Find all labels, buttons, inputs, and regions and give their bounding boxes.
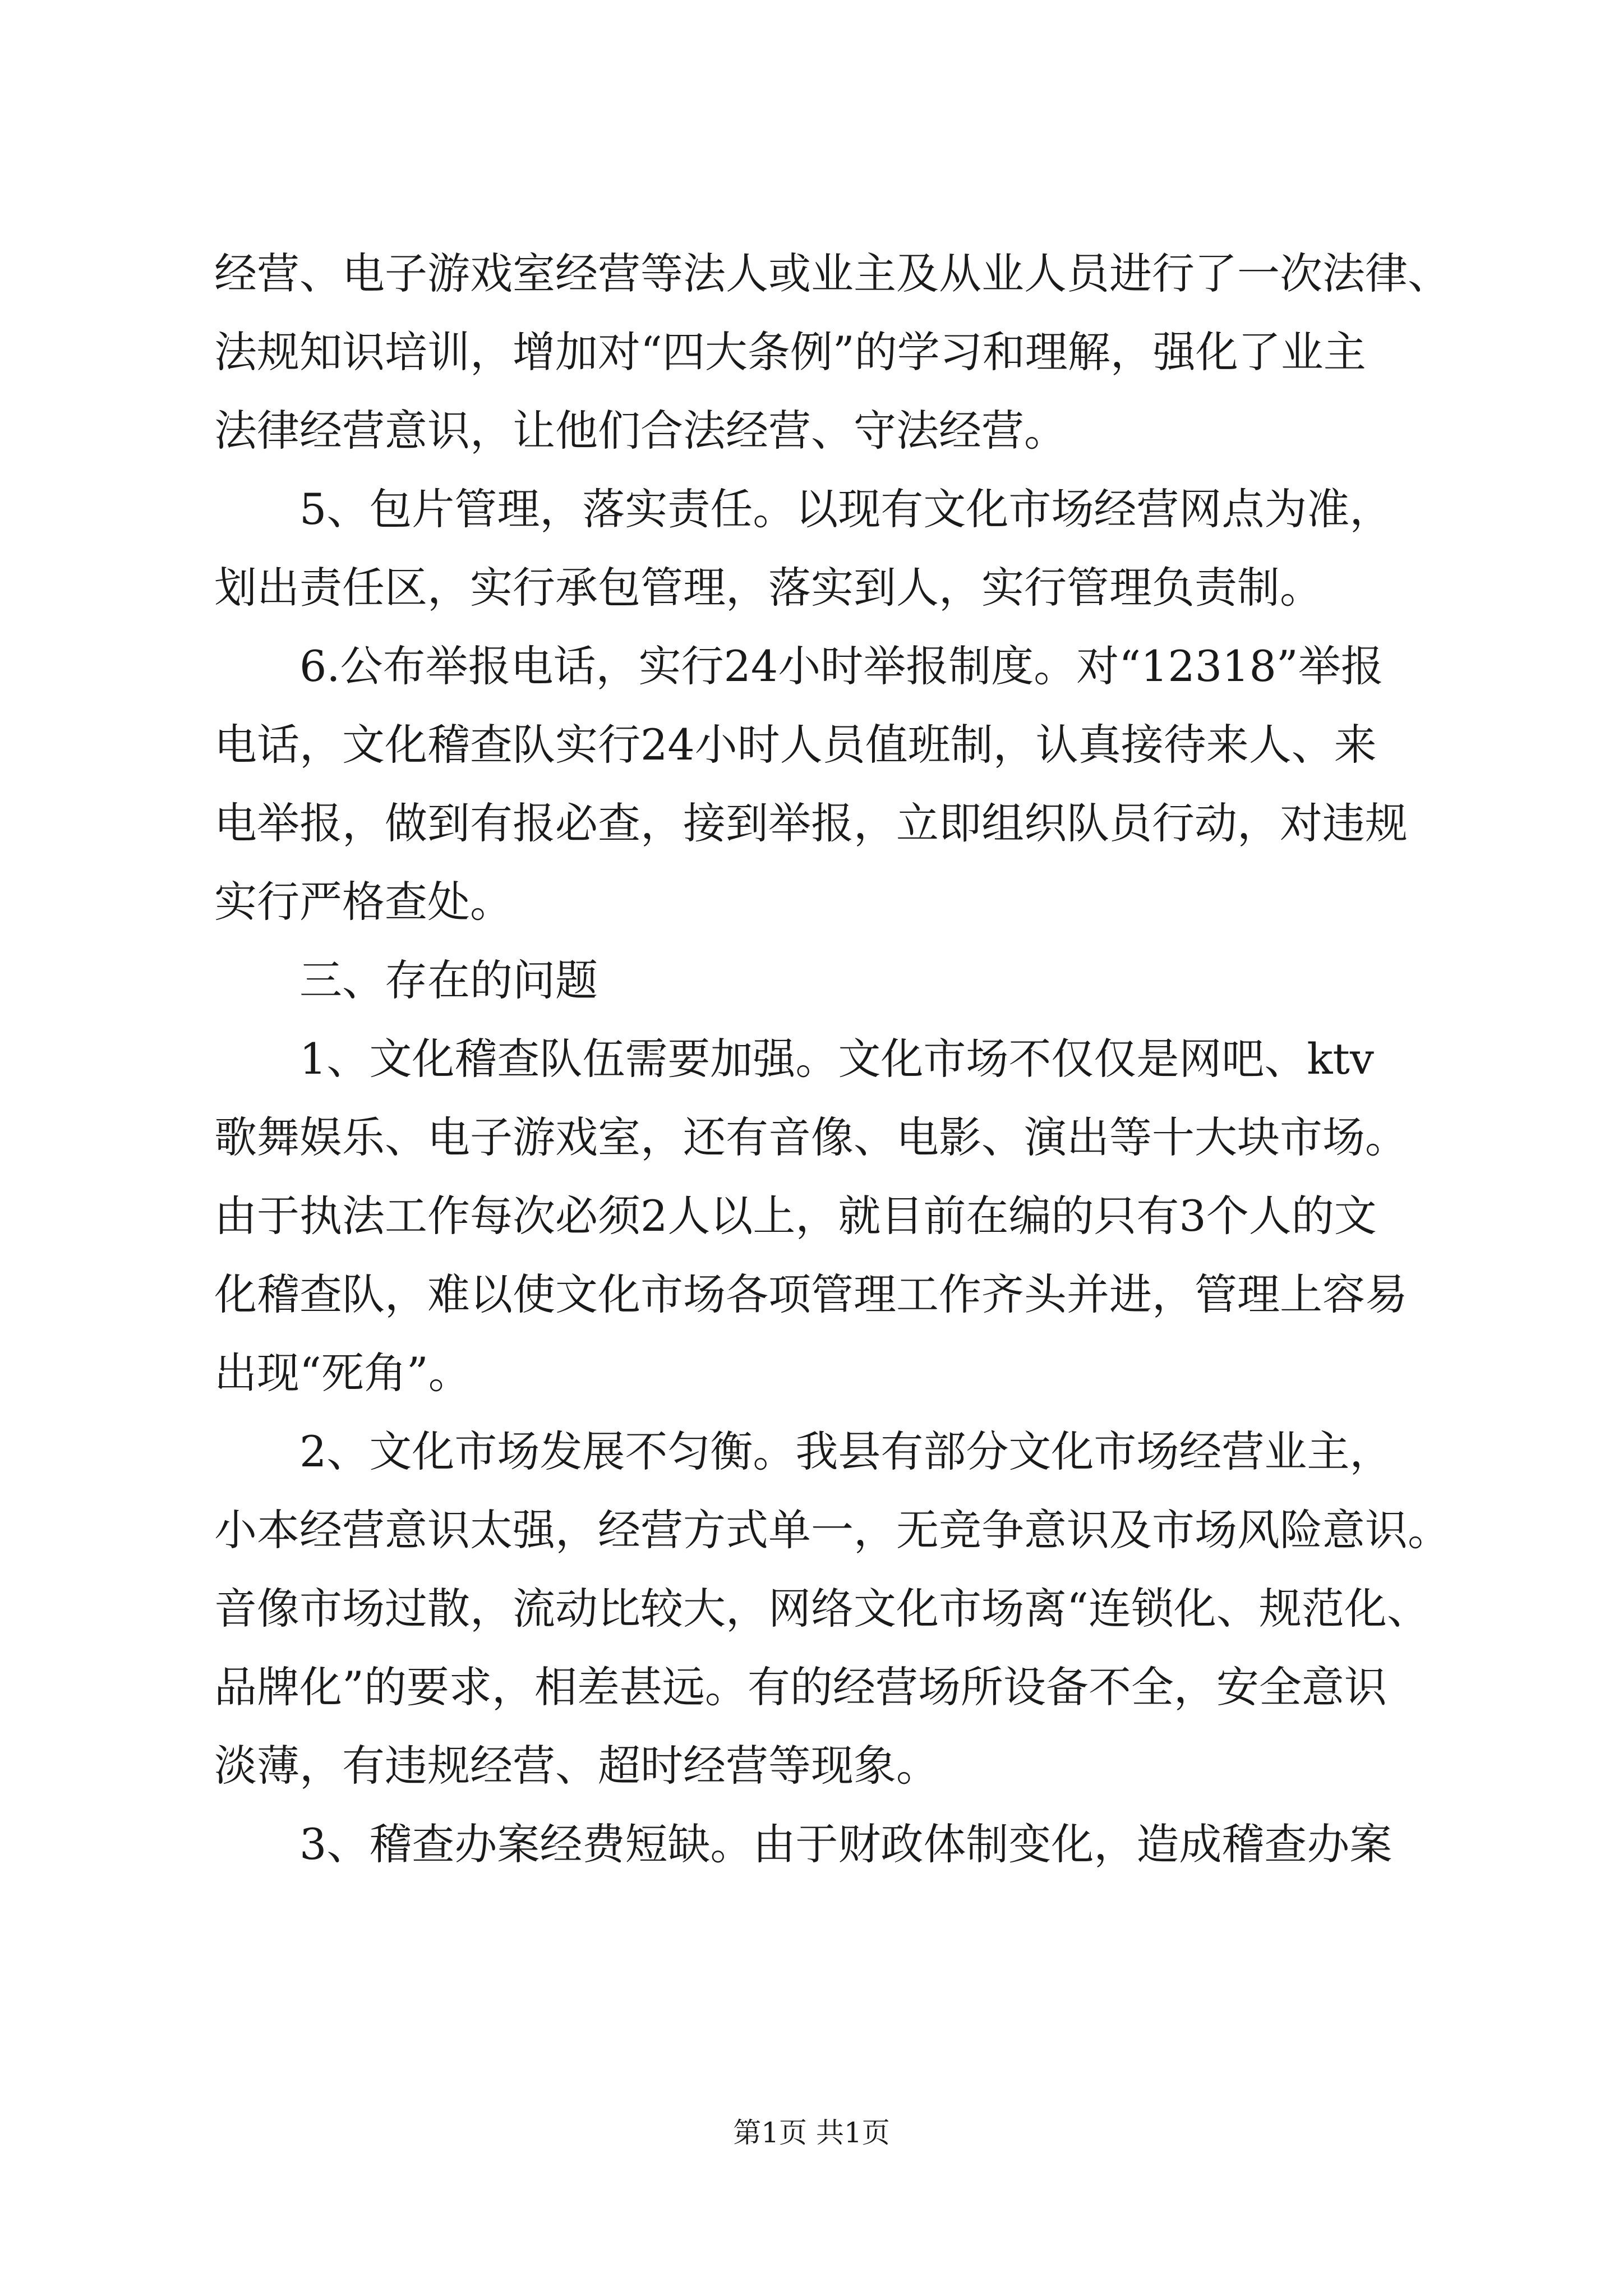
- text-line: 划出责任区，实行承包管理，落实到人，实行管理负责制。: [214, 563, 1322, 613]
- text-line: 由于执法工作每次必须2人以上，就目前在编的只有3个人的文: [214, 1191, 1377, 1241]
- text-line: 小本经营意识太强，经营方式单一，无竞争意识及市场风险意识。: [214, 1505, 1450, 1555]
- text-line: 电举报，做到有报必查，接到举报，立即组织队员行动，对违规: [214, 798, 1408, 848]
- section-heading: 三、存在的问题: [299, 955, 598, 1005]
- page-footer: 第1页 共1页: [733, 2116, 890, 2149]
- text-line: 法规知识培训，增加对“四大条例”的学习和理解，强化了业主: [214, 327, 1366, 377]
- text-line: 2、文化市场发展不匀衡。我县有部分文化市场经营业主，: [299, 1427, 1393, 1476]
- text-line: 电话，文化稽查队实行24小时人员值班制，认真接待来人、来: [214, 720, 1377, 770]
- text-line: 经营、电子游戏室经营等法人或业主及从业人员进行了一次法律、: [214, 249, 1450, 298]
- text-line: 出现“死角”。: [214, 1348, 471, 1398]
- text-line: 歌舞娱乐、电子游戏室，还有音像、电影、演出等十大块市场。: [214, 1112, 1408, 1162]
- text-line: 3、稽查办案经费短缺。由于财政体制变化，造成稽查办案: [299, 1819, 1393, 1869]
- text-line: 品牌化”的要求，相差甚远。有的经营场所设备不全，安全意识: [214, 1662, 1387, 1712]
- text-line: 5、包片管理，落实责任。以现有文化市场经营网点为准，: [299, 484, 1393, 534]
- text-line: 化稽查队，难以使文化市场各项管理工作齐头并进，管理上容易: [214, 1269, 1408, 1319]
- text-line: 6.公布举报电话，实行24小时举报制度。对“12318”举报: [299, 641, 1384, 691]
- text-line: 音像市场过散，流动比较大，网络文化市场离“连锁化、规范化、: [214, 1584, 1430, 1634]
- text-line: 实行严格查处。: [214, 877, 513, 927]
- text-line: 法律经营意识，让他们合法经营、守法经营。: [214, 406, 1067, 455]
- text-line: 淡薄，有违规经营、超时经营等现象。: [214, 1741, 939, 1791]
- text-line: 1、文化稽查队伍需要加强。文化市场不仅仅是网吧、ktv: [299, 1034, 1374, 1084]
